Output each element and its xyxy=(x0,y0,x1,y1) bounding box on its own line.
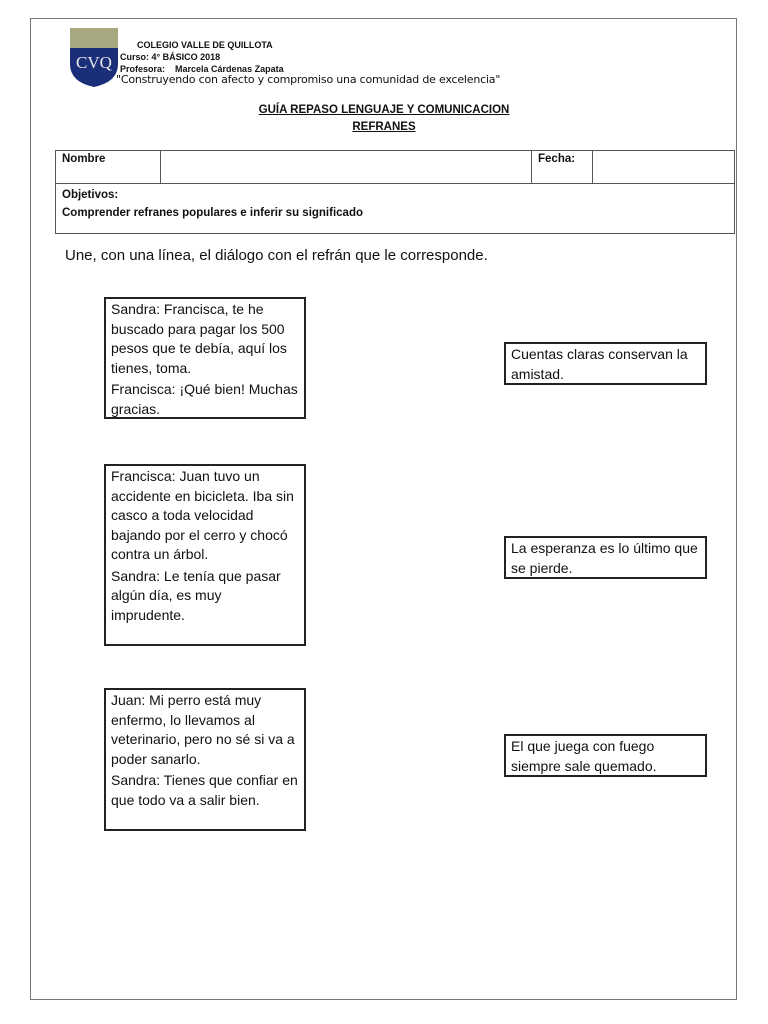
svg-text:CVQ: CVQ xyxy=(76,53,112,72)
student-info-table xyxy=(55,150,735,234)
dialog-box-1[interactable] xyxy=(104,297,306,419)
refran-box-2[interactable]: La esperanza es lo último que se pierde. xyxy=(504,536,707,579)
objectives-label: Objetivos: xyxy=(62,189,119,201)
refran-box-3[interactable]: El que juega con fuego siempre sale quemado. xyxy=(504,734,707,777)
name-label: Nombre xyxy=(56,151,161,184)
refran-box-1[interactable]: Cuentas claras conservan la amistad. xyxy=(504,342,707,385)
instruction: Une, con una línea, el diálogo con el refrán que le corresponde. xyxy=(65,247,488,264)
name-field[interactable] xyxy=(161,151,532,184)
date-label: Fecha: xyxy=(532,151,593,184)
dialog-line: Sandra: Francisca, te he buscado para pagar los 500 pesos que te debía, aquí los tienes, toma. xyxy=(111,301,287,376)
page-title: GUÍA REPASO LENGUAJE Y COMUNICACION xyxy=(258,104,510,116)
course: Curso: 4° BÁSICO 2018 xyxy=(120,52,221,62)
dialog-box-2[interactable] xyxy=(104,464,306,646)
dialog-line: Sandra: Tienes que confiar en que todo va a salir bien. xyxy=(111,772,298,808)
objective-text: Comprender refranes populares e inferir su significado xyxy=(62,207,363,219)
dialog-line: Francisca: ¡Qué bien! Muchas gracias. xyxy=(111,381,298,417)
motto: "Construyendo con afecto y compromiso una comunidad de excelencia" xyxy=(116,73,501,86)
dialog-line: Juan: Mi perro está muy enfermo, lo llevamos al veterinario, pero no sé si va a poder sanarlo. xyxy=(111,692,295,767)
date-field[interactable] xyxy=(593,151,735,184)
dialog-box-3[interactable] xyxy=(104,688,306,831)
dialog-line: Sandra: Le tenía que pasar algún día, es muy imprudente. xyxy=(111,567,281,623)
school-name: COLEGIO VALLE DE QUILLOTA xyxy=(137,40,273,50)
teacher-name: Marcela Cárdenas Zapata xyxy=(175,64,284,74)
school-logo xyxy=(68,26,120,88)
teacher-label: Profesora: xyxy=(120,64,166,74)
dialog-line: Francisca: Juan tuvo un accidente en bicicleta. Iba sin casco a toda velocidad bajando por el cerro y chocó contra un árbol. xyxy=(111,468,294,562)
page-subtitle: REFRANES xyxy=(352,121,416,133)
